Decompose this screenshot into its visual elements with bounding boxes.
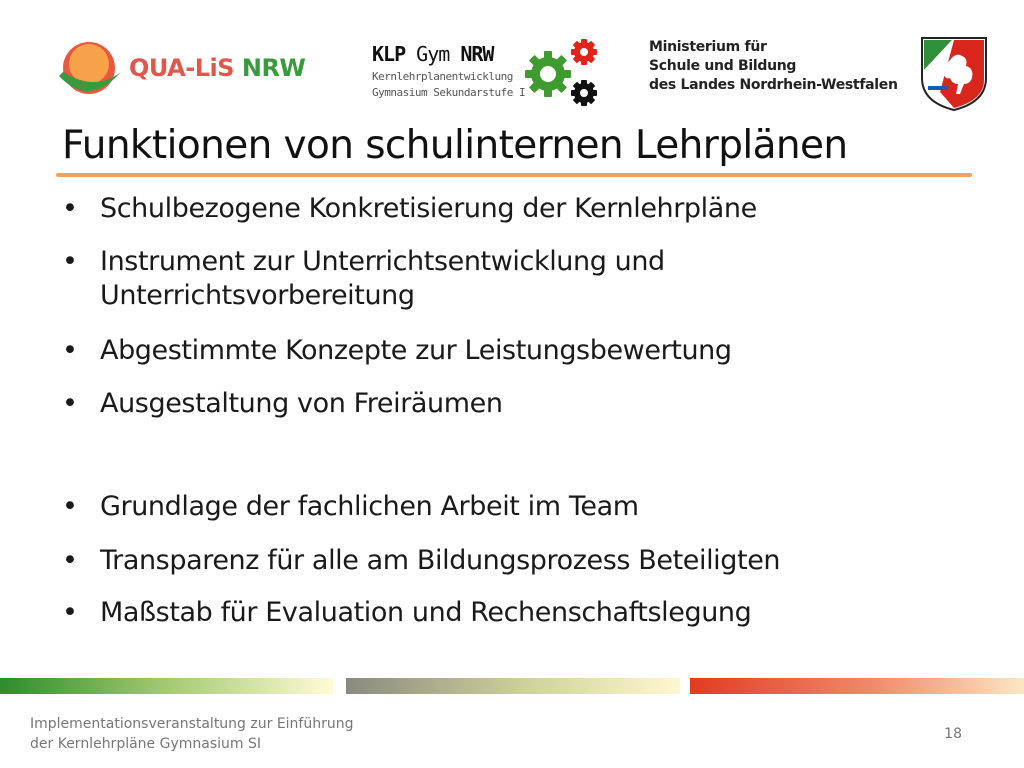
- bullet-text: Maßstab für Evaluation und Rechenschaftslegung: [100, 597, 752, 628]
- nrw-coat-of-arms-icon: [920, 36, 988, 112]
- bullet-text: Transparenz für alle am Bildungsprozess Beteiligten: [100, 545, 781, 576]
- bullet-icon: •: [62, 597, 78, 628]
- ministry-name: [649, 38, 898, 95]
- klp-title-bold: KLP: [372, 42, 406, 66]
- klp-logo: [372, 38, 604, 104]
- bullet-text: Schulbezogene Konkretisierung der Kernlehrpläne: [100, 193, 757, 224]
- ministry-line-1: Ministerium für: [649, 39, 767, 55]
- klp-title: [372, 42, 493, 66]
- ministry-line-3: des Landes Nordrhein-Westfalen: [649, 77, 898, 93]
- bullet-icon: •: [62, 491, 78, 522]
- qualis-wordmark: [129, 54, 305, 82]
- bullet-icon: •: [62, 388, 78, 419]
- qualis-emblem-icon: [55, 38, 125, 104]
- qualis-wordmark-a: QUA-LiS: [129, 54, 234, 82]
- bullet-icon: •: [62, 193, 78, 224]
- qualis-logo: [55, 38, 306, 104]
- bullet-text: Grundlage der fachlichen Arbeit im Team: [100, 491, 639, 522]
- page-number: 18: [944, 726, 962, 742]
- footer-text: [30, 714, 354, 754]
- footer-bar-green: [0, 678, 333, 694]
- slide-title: Funktionen von schulinternen Lehrplänen: [62, 123, 848, 168]
- klp-subtitle-2: Gymnasium Sekundarstufe I: [372, 86, 526, 99]
- footer-bar-grey: [346, 678, 680, 694]
- klp-title-end: NRW: [460, 42, 494, 66]
- ministry-line-2: Schule und Bildung: [649, 58, 797, 74]
- klp-title-mid: Gym: [416, 42, 450, 66]
- klp-subtitle-1: Kernlehrplanentwicklung: [372, 70, 513, 83]
- footer-line-1: Implementationsveranstaltung zur Einführung: [30, 716, 354, 732]
- bullet-icon: •: [62, 545, 78, 576]
- qualis-wordmark-b: NRW: [241, 54, 306, 82]
- footer-bar-red: [690, 678, 1024, 694]
- gears-icon: [522, 38, 602, 108]
- footer-line-2: der Kernlehrpläne Gymnasium SI: [30, 736, 261, 752]
- bullet-icon: •: [62, 335, 78, 366]
- title-underline: [56, 173, 972, 177]
- bullet-text: Ausgestaltung von Freiräumen: [100, 388, 503, 419]
- bullet-text: Abgestimmte Konzepte zur Leistungsbewertung: [100, 335, 732, 366]
- bullet-text: Instrument zur Unterrichtsentwicklung und Unterrichtsvorbereitung: [100, 246, 665, 311]
- bullet-icon: •: [62, 246, 78, 277]
